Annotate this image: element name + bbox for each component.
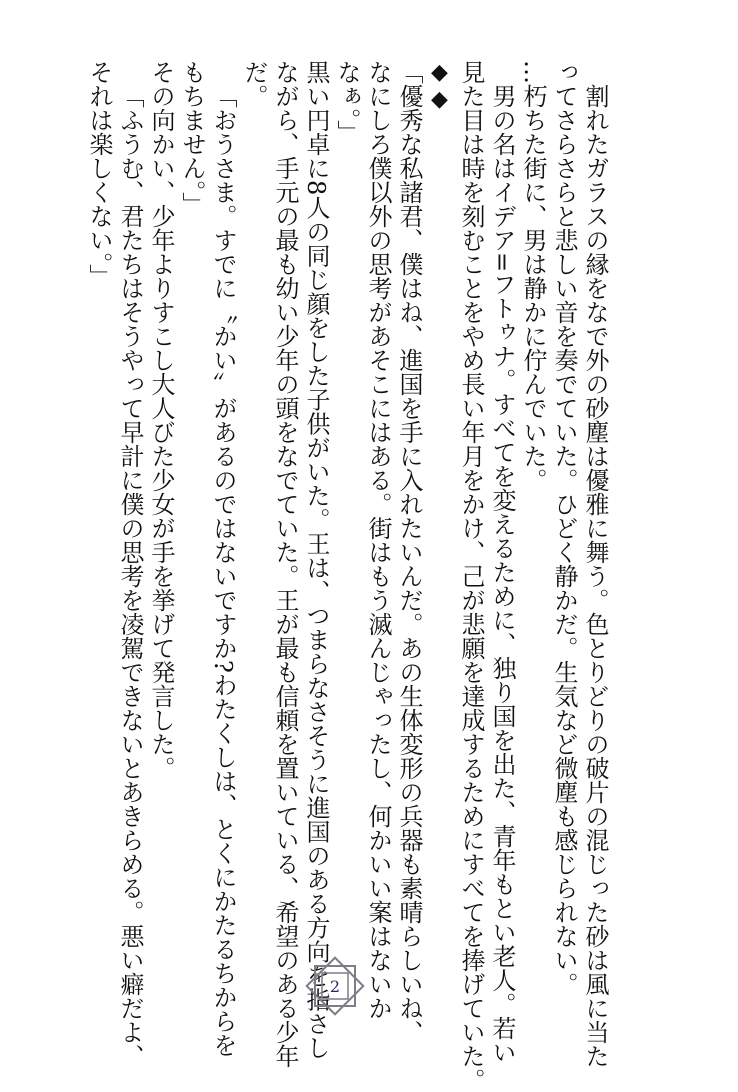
text-line: 黒い円卓に8人の同じ顔をした子供がいた。王は、つまらなさそうに進国のある方向を指さし — [302, 60, 330, 1060]
text-line: 「優秀な私諸君、僕はね、進国を手に入れたいんだ。あの生体変形の兵器も素晴らしいね、 — [395, 60, 423, 1044]
text-line: なにしろ僕以外の思考があそこにはある。街はもう滅んじゃったし、何かいい案はないか — [364, 60, 392, 1020]
text-line: ながら、手元の最も幼い少年の頭をなでていた。王が最も信頼を置いている、希望のある少年 — [271, 60, 299, 1068]
text-line: なぁ。」 — [333, 60, 361, 144]
novel-body-text — [85, 60, 610, 1092]
page-number: 2 — [329, 976, 341, 996]
text-line: 「ふうむ、君たちはそうやって早計に僕の思考を凌駕できないとあきらめる。悪い癖だよ、 — [116, 84, 144, 1068]
page-number-ornament — [302, 954, 368, 1018]
text-line: それは楽しくない。」 — [85, 60, 113, 288]
text-line: …朽ちた街に、男は静かに佇んでいた。 — [519, 60, 547, 492]
text-line: だ。 — [240, 60, 268, 108]
text-line: 割れたガラスの縁をなで外の砂塵は優雅に舞う。色とりどりの破片の混じった砂は風に当た — [581, 84, 609, 1068]
text-line: もちません。」 — [178, 60, 206, 216]
text-line: 男の名はイデア=フトゥナ。すべてを変えるために、独り国を出た、青年もとい老人。若い — [488, 84, 516, 1065]
text-line: その向かい、少年よりすこし大人びた少女が手を挙げて発言した。 — [147, 60, 175, 780]
text-line: ってさらさらと悲しい音を奏でていた。ひどく静かだ。生気など微塵も感じられない。 — [550, 60, 578, 996]
text-line: 見た目は時を刻むことをやめ長い年月をかけ、己が悲願を達成するためにすべてを捧げていた。 — [457, 60, 485, 1092]
text-line: 「おうさま。すでに〝かい〟があるのではないですか?わたくしは、とくにかたるちからを — [209, 84, 237, 1057]
scene-break-diamonds: ◆◆ — [427, 60, 452, 114]
